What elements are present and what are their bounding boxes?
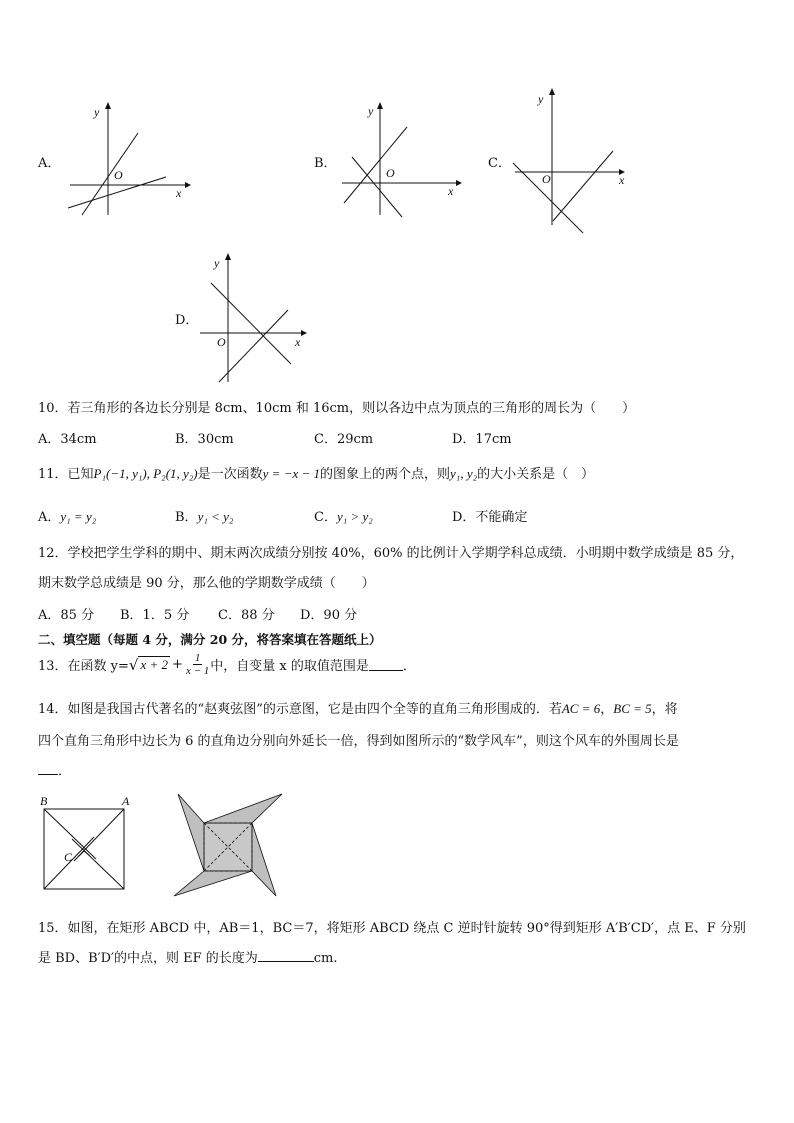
axis-x-label: x [619, 173, 625, 187]
q12-option-b: B．1．5 分 [120, 608, 190, 623]
q11-vars: y₁, y₂ [450, 466, 478, 481]
origin-label: O [542, 172, 551, 186]
point-b-label: B [40, 794, 48, 808]
q13-frac-den: x − 1 [185, 665, 210, 677]
math-windmill-diagram [168, 790, 288, 902]
section-heading-fill-in: 二、填空题（每题 4 分，满分 20 分，将答案填在答题纸上） [38, 632, 382, 647]
q11-end: 的大小关系是（ ） [477, 467, 595, 482]
q9-option-b: B． [314, 156, 337, 171]
q14-line1: 14．如图是我国古代著名的“赵爽弦图”的示意图，它是由四个全等的直角三角形围成的．若AC = 6，BC = 5，将 [38, 701, 678, 717]
q12-line2: 期末数学总成绩是 90 分，那么他的学期数学成绩（ ） [38, 576, 375, 591]
q15-line2: 是 BD、B′D′的中点，则 EF 的长度为 cm. [38, 951, 338, 966]
axis-x-label: x [448, 184, 454, 198]
q12-option-a: A．85 分 [38, 608, 95, 623]
q14-line2: 四个直角三角形中边长为 6 的直角边分别向外延长一倍，得到如图所示的“数学风车”，则这个风车的外围周长是 [38, 734, 679, 749]
point-a-label: A [122, 794, 130, 808]
axis-x-label: x [176, 186, 182, 200]
q11-option-a-math: y₁ = y₂ [60, 509, 97, 524]
q13-fraction [186, 652, 209, 677]
q11-option-a: A．y₁ = y₂ [38, 509, 97, 525]
q12-line1: 12．学校把学生学科的期中、期末两次成绩分别按 40%，60% 的比例计入学期学科总成绩．小明期中数学成绩是 85 分， [38, 546, 744, 561]
q11-suffix: 的图象上的两个点，则 [320, 467, 451, 482]
axis-y-label: y [94, 105, 100, 119]
q9-graph-a [60, 95, 200, 225]
axis-y-label: y [214, 256, 220, 270]
q11-mid: 是一次函数 [197, 467, 263, 482]
q10-option-b: B．30cm [175, 432, 234, 447]
origin-label: O [386, 166, 395, 180]
q11-option-b: B．y₁ < y₂ [175, 509, 234, 525]
origin-label: O [217, 335, 226, 349]
q14-ac: AC = 6 [561, 701, 601, 716]
q12-option-c: C．88 分 [218, 608, 275, 623]
q13-answer-blank[interactable] [369, 658, 403, 671]
q9-option-a: A． [38, 156, 61, 171]
q9-graph-b [332, 95, 472, 225]
q12-option-d: D．90 分 [300, 608, 358, 623]
q13-frac-num: 1 [194, 652, 201, 664]
q10-option-c: C．29cm [314, 432, 374, 447]
q13-plus: + [172, 657, 183, 672]
point-c-label: C [64, 850, 73, 864]
q15-line1: 15．如图，在矩形 ABCD 中，AB＝1，BC＝7，将矩形 ABCD 绕点 C 逆时针旋转 90°得到矩形 A′B′CD′，点 E、F 分别 [38, 921, 746, 936]
q11-points: P₁(−1, y₁), P₂(1, y₂) [93, 466, 198, 481]
q11-prefix: 11．已知 [38, 467, 94, 482]
axis-x-label: x [295, 335, 301, 349]
axis-y-label: y [538, 92, 544, 106]
q13-suffix: 中，自变量 x 的取值范围是 [210, 659, 369, 674]
q9-graph-d [195, 250, 315, 385]
q10-stem: 10．若三角形的各边长分别是 8cm、10cm 和 16cm，则以各边中点为顶点的三角形的周长为（ ） [38, 401, 636, 416]
q13-end: ． [402, 659, 416, 674]
q13-stem: 13．在函数 y= √ x + 2 + $\frac{1}{x - 1}$ 中，自变量 x 的取值范围是 ． [38, 652, 416, 677]
q13-prefix: 13．在函数 y= [38, 659, 129, 674]
q9-option-d: D． [175, 313, 199, 328]
zhao-shuang-diagram [36, 792, 136, 896]
q14-answer-line: ． [38, 760, 71, 779]
q14-bc: BC = 5 [613, 701, 652, 716]
q15-answer-blank[interactable] [258, 949, 314, 962]
q10-option-a: A．34cm [38, 432, 97, 447]
origin-label: O [114, 168, 123, 182]
q10-option-d: D．17cm [452, 432, 512, 447]
q13-sqrt-body: x + 2 [140, 657, 169, 672]
q11-option-d: D．不能确定 [452, 510, 528, 525]
q11-option-c: C．y₁ > y₂ [314, 509, 373, 525]
axis-y-label: y [368, 104, 374, 118]
q11-option-b-math: y₁ < y₂ [197, 509, 234, 524]
q9-option-c: C． [488, 156, 511, 171]
q11-function: y = −x − 1 [262, 466, 321, 481]
q11-stem [38, 463, 594, 482]
q11-option-c-math: y₁ > y₂ [336, 509, 373, 524]
q9-graph-c [505, 85, 645, 235]
q14-answer-blank[interactable] [38, 762, 58, 775]
